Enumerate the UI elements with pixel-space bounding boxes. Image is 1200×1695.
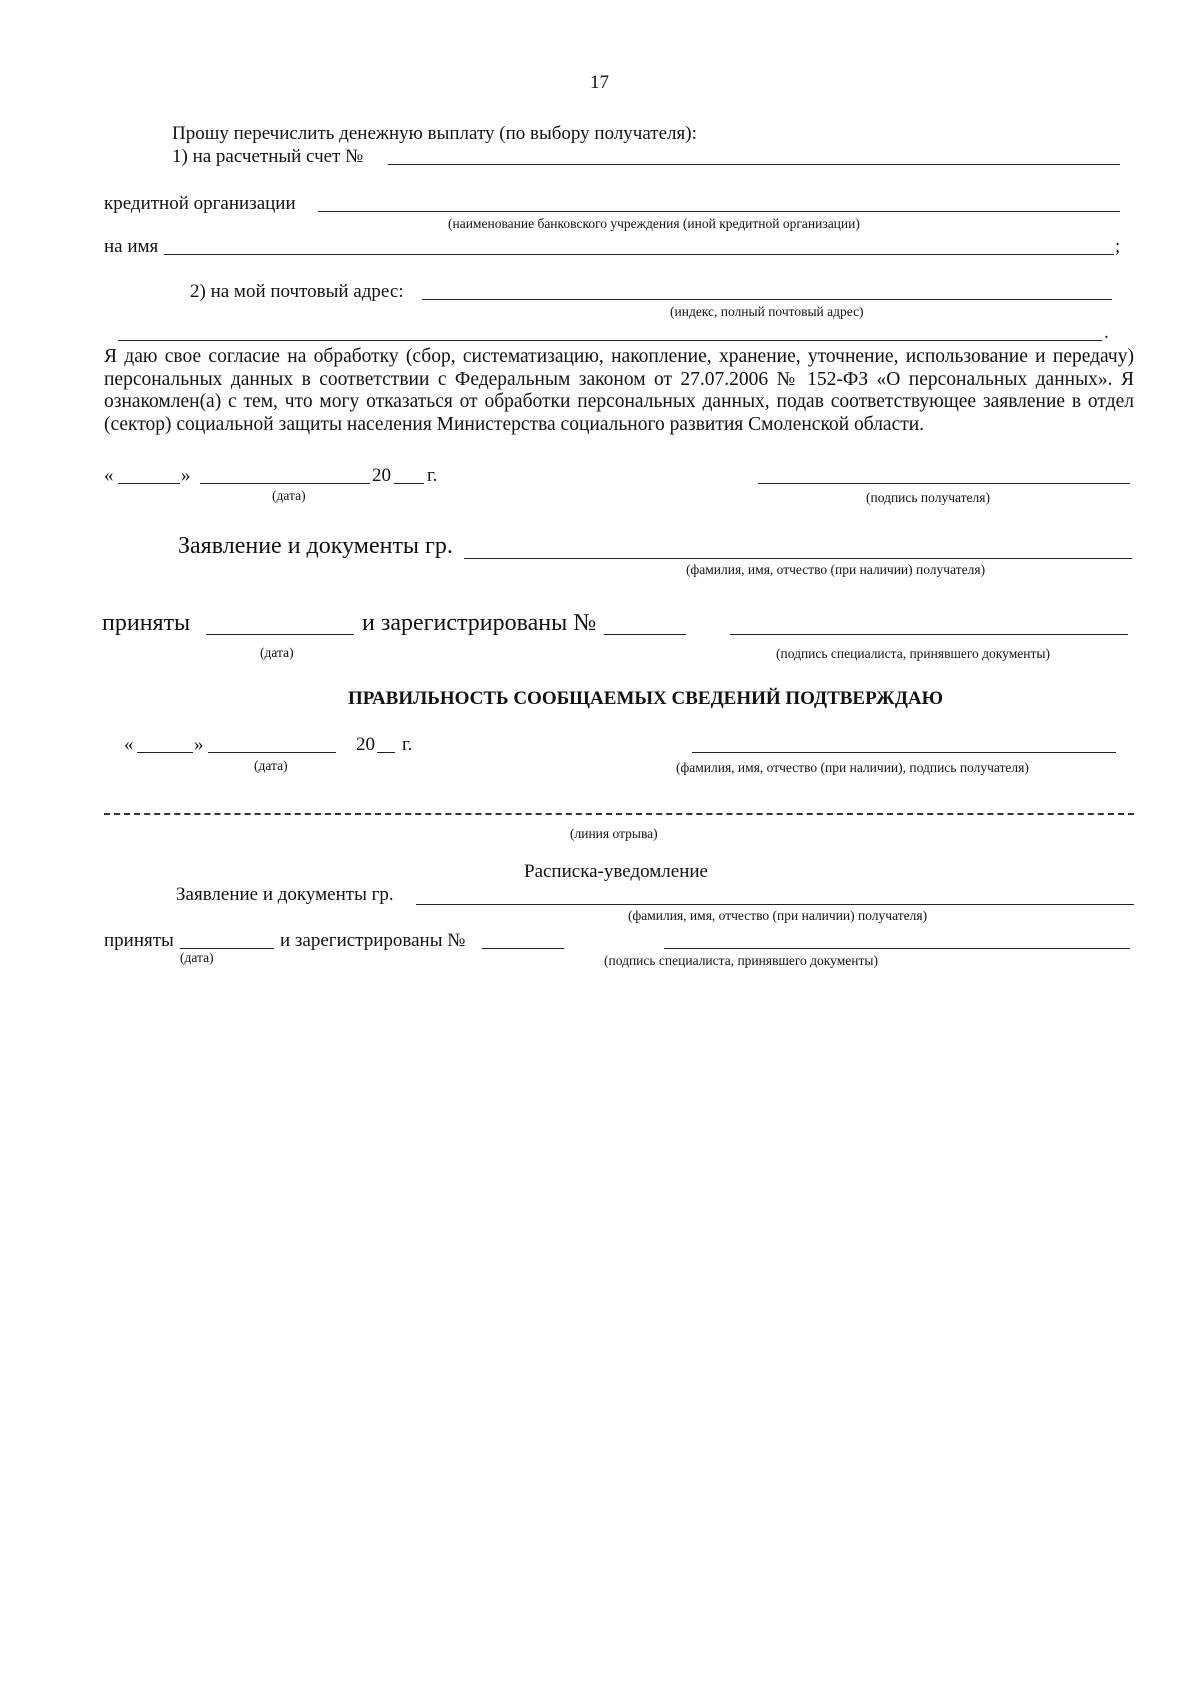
date-quote-open: « bbox=[104, 465, 114, 486]
receipt-fullname-field[interactable] bbox=[416, 904, 1134, 905]
recipient-signature-caption: (подпись получателя) bbox=[866, 490, 990, 505]
receipt-specialist-signature-field[interactable] bbox=[664, 948, 1130, 949]
confirm-quote-close: » bbox=[194, 734, 204, 755]
receipt-specialist-caption: (подпись специалиста, принявшего документы) bbox=[604, 953, 878, 968]
consent-paragraph: Я даю свое согласие на обработку (сбор, систематизацию, накопление, хранение, уточнение, использование и передачу) персональных данных в соответствии с Федеральным законом от 27.07.2006 № 152-ФЗ «О персональных данных». Я ознакомлен(а) с тем, что могу отказаться от обработки персональных данных, подав соответствующее заявление в отдел (сектор) социальной защиты населения Министерства социального развития Смоленской области. bbox=[104, 346, 1134, 435]
credit-org-caption: (наименование банковского учреждения (иной кредитной организации) bbox=[448, 216, 860, 231]
tear-line bbox=[104, 813, 1134, 815]
tear-line-caption: (линия отрыва) bbox=[570, 826, 658, 841]
acceptance-date-caption: (дата) bbox=[260, 645, 294, 660]
month-field[interactable] bbox=[200, 483, 370, 484]
confirm-day-field[interactable] bbox=[137, 752, 193, 753]
confirmation-heading: ПРАВИЛЬНОСТЬ СООБЩАЕМЫХ СВЕДЕНИЙ ПОДТВЕРЖДАЮ bbox=[348, 688, 944, 709]
confirm-month-field[interactable] bbox=[208, 752, 336, 753]
acceptance-accepted-label: приняты bbox=[102, 610, 191, 636]
credit-org-field[interactable] bbox=[318, 211, 1120, 212]
recipient-name-field[interactable] bbox=[164, 254, 1114, 255]
page-number: 17 bbox=[590, 72, 609, 93]
receipt-title: Расписка-уведомление bbox=[524, 861, 708, 882]
acceptance-date-field[interactable] bbox=[206, 634, 354, 635]
acceptance-specialist-signature-field[interactable] bbox=[730, 634, 1128, 635]
acceptance-reg-number-field[interactable] bbox=[604, 634, 686, 635]
acceptance-registered-label: и зарегистрированы № bbox=[362, 610, 597, 636]
confirm-year-field[interactable] bbox=[377, 752, 395, 753]
acceptance-fullname-field[interactable] bbox=[464, 558, 1132, 559]
receipt-docs-label: Заявление и документы гр. bbox=[176, 884, 394, 905]
date-caption: (дата) bbox=[272, 488, 306, 503]
confirm-signature-caption: (фамилия, имя, отчество (при наличии), подпись получателя) bbox=[676, 760, 1029, 775]
receipt-accepted-label: приняты bbox=[104, 930, 174, 951]
day-field[interactable] bbox=[118, 483, 180, 484]
payment-heading: Прошу перечислить денежную выплату (по выбору получателя): bbox=[172, 123, 697, 144]
postal-address-field-2[interactable] bbox=[118, 340, 1102, 341]
receipt-registered-label: и зарегистрированы № bbox=[280, 930, 466, 951]
postal-address-label: 2) на мой почтовый адрес: bbox=[190, 281, 404, 302]
recipient-name-label: на имя bbox=[104, 236, 159, 257]
receipt-date-caption: (дата) bbox=[180, 950, 214, 965]
acceptance-docs-label: Заявление и документы гр. bbox=[178, 533, 453, 559]
postal-address-period: . bbox=[1104, 322, 1109, 343]
year-field[interactable] bbox=[394, 483, 424, 484]
receipt-fullname-caption: (фамилия, имя, отчество (при наличии) получателя) bbox=[628, 908, 928, 923]
postal-address-field[interactable] bbox=[422, 299, 1112, 300]
account-label: 1) на расчетный счет № bbox=[172, 146, 364, 167]
receipt-date-field[interactable] bbox=[180, 948, 274, 949]
confirm-year-suffix: г. bbox=[402, 734, 413, 755]
acceptance-specialist-caption: (подпись специалиста, принявшего документы) bbox=[776, 646, 1050, 661]
confirm-quote-open: « bbox=[124, 734, 134, 755]
receipt-reg-number-field[interactable] bbox=[482, 948, 564, 949]
recipient-name-semicolon: ; bbox=[1115, 236, 1121, 257]
credit-org-label: кредитной организации bbox=[104, 193, 296, 214]
account-number-field[interactable] bbox=[388, 164, 1120, 165]
confirm-year-prefix: 20 bbox=[356, 734, 375, 755]
confirm-date-caption: (дата) bbox=[254, 758, 288, 773]
year-suffix: г. bbox=[427, 465, 438, 486]
postal-address-caption: (индекс, полный почтовый адрес) bbox=[670, 304, 864, 319]
date-quote-close: » bbox=[181, 465, 191, 486]
year-prefix: 20 bbox=[372, 465, 391, 486]
acceptance-fullname-caption: (фамилия, имя, отчество (при наличии) получателя) bbox=[686, 562, 986, 577]
confirm-signature-field[interactable] bbox=[692, 752, 1116, 753]
recipient-signature-field[interactable] bbox=[758, 483, 1130, 484]
